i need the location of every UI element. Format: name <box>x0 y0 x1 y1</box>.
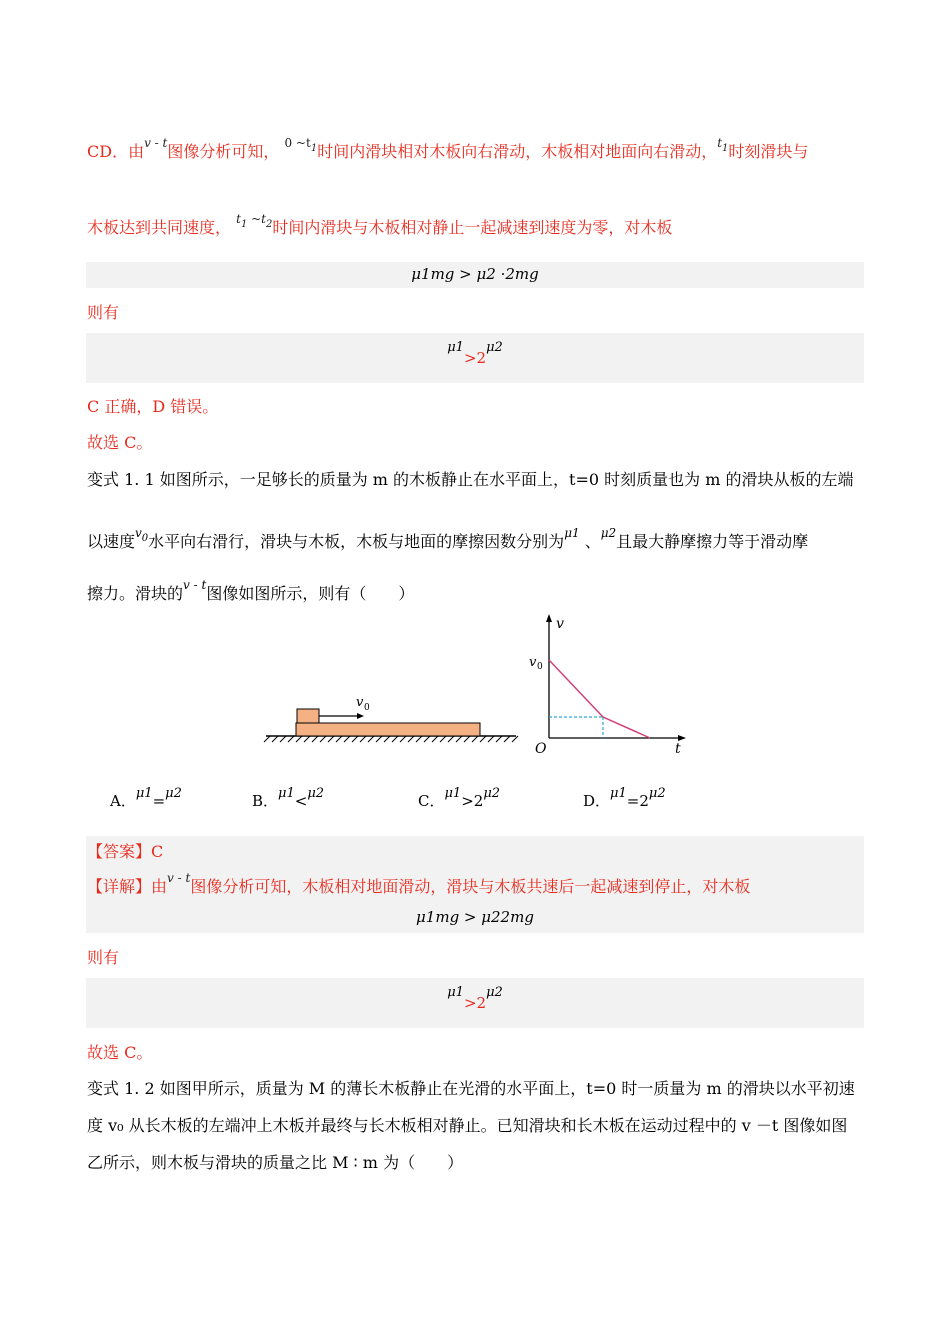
relation: = <box>152 792 166 810</box>
relation: >2 <box>461 792 484 810</box>
origin-label: O <box>535 741 547 757</box>
v0-sub: 0 <box>141 533 149 544</box>
interval-sub: 1 <box>310 143 318 154</box>
ground-hatching <box>264 736 518 742</box>
graph-v0-label: v <box>529 655 537 670</box>
analysis-text: 木板达到共同速度， <box>87 218 232 237</box>
t-axis-label: t <box>675 741 681 757</box>
graph-v0-sub: 0 <box>537 662 543 672</box>
mu1-symbol: μ1 <box>278 786 295 801</box>
t1-sub: 1 <box>722 143 729 154</box>
equation-box <box>86 978 864 1028</box>
detail-text: 【详解】由 <box>87 877 168 896</box>
option-letter: C． <box>418 792 445 810</box>
mu2-symbol: μ2 <box>486 985 503 1000</box>
option-letter: A． <box>110 792 136 810</box>
vt-label: v - t <box>167 871 191 885</box>
arrow-head <box>357 713 364 719</box>
choice: 故选 C。 <box>87 1043 153 1062</box>
question-text: 水平向右滑行，滑块与木板，木板与地面的摩擦因数分别为 <box>148 532 565 551</box>
question-text: 且最大静摩擦力等于滑动摩 <box>616 532 809 551</box>
variant-1-1-line-3 <box>87 578 415 606</box>
vt-label: v - t <box>183 578 207 592</box>
mu1-symbol: μ1 <box>564 526 580 540</box>
option-letter: D． <box>583 792 611 810</box>
vt-label: v - t <box>144 136 168 150</box>
analysis-text: 时间内滑块与木板相对静止一起减速到速度为零，对木板 <box>272 218 673 237</box>
mu1-symbol: μ1 <box>444 786 462 801</box>
analysis-line-1 <box>87 136 809 166</box>
interval-label: t <box>236 212 241 226</box>
question-text: 以速度 <box>87 532 136 551</box>
v-axis-arrow <box>546 614 552 622</box>
option-d[interactable] <box>583 786 666 811</box>
mu2-symbol: μ2 <box>486 340 503 355</box>
mu1-symbol: μ1 <box>447 340 464 355</box>
v0-label: v <box>135 526 142 540</box>
option-b[interactable] <box>252 786 325 811</box>
mu2-symbol: μ2 <box>165 786 182 801</box>
verdict: C 正确，D 错误。 <box>87 397 219 416</box>
option-a[interactable] <box>110 786 182 811</box>
analysis-text: 时间内滑块相对木板向右滑动，木板相对地面向右滑动， <box>317 142 718 161</box>
board <box>296 723 480 736</box>
separator: 、 <box>584 532 601 551</box>
equation: μ1mg > μ2 ·2mg <box>411 265 539 283</box>
inequality <box>86 340 864 367</box>
detail-line <box>87 871 751 899</box>
answer-label: 【答案】C <box>87 842 164 861</box>
variant-1-2-line-3: 乙所示，则木板与滑块的质量之比 M ∶ m 为（ ） <box>87 1153 464 1172</box>
option-letter: B． <box>252 792 279 810</box>
choice: 故选 C。 <box>87 433 153 452</box>
mu2-symbol: μ2 <box>600 526 617 540</box>
then-label: 则有 <box>87 303 120 322</box>
relation: =2 <box>626 792 649 810</box>
arrow-v0-sub: 0 <box>364 703 370 713</box>
mu1-symbol: μ1 <box>610 786 627 801</box>
question-text: 擦力。滑块的 <box>87 584 184 603</box>
detail-equation: μ1mg > μ22mg <box>416 908 534 926</box>
relation: >2 <box>463 994 487 1012</box>
inequality <box>86 985 864 1012</box>
t1-label: t <box>717 136 723 150</box>
physics-figure <box>260 608 700 758</box>
option-c[interactable] <box>418 786 501 811</box>
variant-1-2-line-1: 变式 1. 2 如图甲所示，质量为 M 的薄长木板静止在光滑的水平面上，t=0 时一质量为 m 的滑块以水平初速 <box>87 1079 855 1098</box>
mu2-symbol: μ2 <box>483 786 501 801</box>
detail-text: 图像分析可知，木板相对地面滑动，滑块与木板共速后一起减速到停止，对木板 <box>190 877 751 896</box>
variant-1-2-line-2: 度 v₀ 从长木板的左端冲上木板并最终与长木板相对静止。已知滑块和长木板在运动过程中的 v －t 图像如图 <box>87 1116 848 1135</box>
v-axis-label: v <box>556 616 564 632</box>
interval-label: 0 ~t <box>284 136 311 150</box>
then-label: 则有 <box>87 948 120 967</box>
mu2-symbol: μ2 <box>648 786 666 801</box>
mu1-symbol: μ1 <box>447 985 464 1000</box>
slider-block <box>297 709 319 723</box>
interval-sub: 2 <box>266 219 273 230</box>
variant-1-1-line-1: 变式 1. 1 如图所示，一足够长的质量为 m 的木板静止在水平面上，t=0 时刻质量也为 m 的滑块从板的左端 <box>87 470 854 489</box>
equation-box <box>86 262 864 288</box>
mu2-symbol: μ2 <box>307 786 325 801</box>
interval-sub: 1 <box>240 219 248 230</box>
analysis-text: 图像分析可知， <box>167 142 280 161</box>
relation: < <box>294 792 308 810</box>
analysis-prefix: CD．由 <box>87 142 145 161</box>
relation: >2 <box>463 349 487 367</box>
velocity-curve <box>549 660 650 738</box>
equation-box <box>86 333 864 383</box>
question-text: 图像如图所示，则有（ ） <box>206 584 415 603</box>
interval-label: ~t <box>247 212 267 226</box>
variant-1-1-line-2 <box>87 526 809 556</box>
analysis-text: 时刻滑块与 <box>728 142 809 161</box>
arrow-v0-label: v <box>356 695 364 710</box>
mu1-symbol: μ1 <box>135 786 153 801</box>
analysis-line-2 <box>87 212 673 242</box>
